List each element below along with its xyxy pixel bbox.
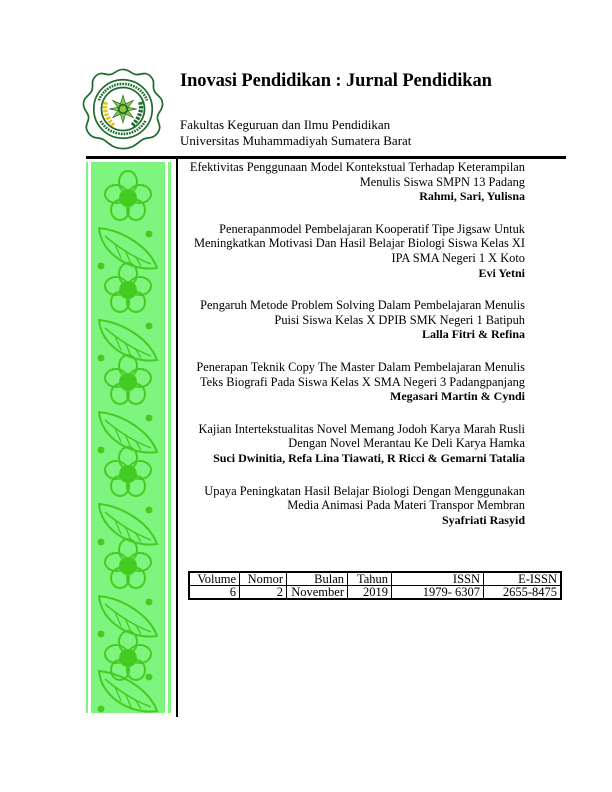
- article-entry[interactable]: [186, 222, 525, 280]
- value-nomor: 2: [240, 586, 287, 600]
- article-title-line: Kajian Intertekstualitas Novel Memang Jodoh Karya Marah Rusli: [198, 421, 525, 436]
- value-tahun: 2019: [348, 586, 392, 600]
- article-entry[interactable]: [186, 160, 525, 204]
- table-of-contents: [186, 160, 525, 545]
- article-authors: Syafriati Rasyid: [441, 512, 525, 527]
- university-name: Universitas Muhammadiyah Sumatera Barat: [180, 133, 412, 148]
- article-title-line: Pengaruh Metode Problem Solving Dalam Pembelajaran Menulis: [200, 298, 525, 313]
- table-header-row: [189, 572, 561, 586]
- article-title[interactable]: [186, 360, 525, 389]
- article-title[interactable]: [186, 422, 525, 451]
- decor-stripe-right: [168, 162, 171, 713]
- header-issn: ISSN: [392, 572, 484, 586]
- article-title[interactable]: [186, 222, 525, 266]
- article-title-line: Dengan Novel Merantau Ke Deli Karya Hamka: [288, 436, 525, 451]
- article-title-line: IPA SMA Negeri 1 X Koto: [391, 250, 525, 265]
- university-seal-icon: [80, 66, 166, 152]
- article-title-line: Upaya Peningkatan Hasil Belajar Biologi Dengan Menggunakan: [204, 483, 525, 498]
- table-row: [189, 586, 561, 600]
- value-issn: 1979- 6307: [392, 586, 484, 600]
- article-title[interactable]: [186, 484, 525, 513]
- decor-stripe-left: [86, 162, 88, 713]
- header-bulan: Bulan: [287, 572, 348, 586]
- article-title-line: Media Animasi Pada Materi Transpor Membran: [287, 498, 525, 513]
- university-logo: [80, 66, 166, 152]
- article-title-line: Meningkatkan Motivasi Dan Hasil Belajar Biologi Siswa Kelas XI: [193, 236, 525, 251]
- article-entry[interactable]: [186, 422, 525, 466]
- article-entry[interactable]: [186, 360, 525, 404]
- value-volume: 6: [189, 586, 240, 600]
- article-title-line: Menulis Siswa SMPN 13 Padang: [359, 174, 525, 189]
- article-title[interactable]: [186, 160, 525, 189]
- article-title-line: Penerapanmodel Pembelajaran Kooperatif Tipe Jigsaw Untuk: [219, 221, 525, 236]
- article-title-line: Teks Biografi Pada Siswa Kelas X SMA Negeri 3 Padangpanjang: [199, 374, 525, 389]
- header-divider: [86, 156, 566, 159]
- journal-title: Inovasi Pendidikan : Jurnal Pendidikan: [180, 71, 492, 91]
- header-tahun: Tahun: [348, 572, 392, 586]
- value-eissn: 2655-8475: [484, 586, 562, 600]
- header-nomor: Nomor: [240, 572, 287, 586]
- article-title[interactable]: [186, 298, 525, 327]
- article-title-line: Penerapan Teknik Copy The Master Dalam Pembelajaran Menulis: [196, 359, 525, 374]
- article-title-line: Puisi Siswa Kelas X DPIB SMK Negeri 1 Batipuh: [274, 312, 525, 327]
- floral-decor-panel: [91, 162, 165, 713]
- header-volume: Volume: [189, 572, 240, 586]
- floral-pattern-icon: [91, 162, 165, 713]
- article-authors: Rahmi, Sari, Yulisna: [419, 189, 525, 204]
- article-title-line: Efektivitas Penggunaan Model Kontekstual Terhadap Keterampilan: [189, 160, 525, 174]
- publication-info-table: [188, 571, 562, 600]
- value-bulan: November: [287, 586, 348, 600]
- article-entry[interactable]: [186, 298, 525, 342]
- institution-block: [180, 117, 411, 149]
- article-authors: Evi Yetni: [478, 265, 525, 280]
- article-authors: Lalla Fitri & Refina: [422, 327, 525, 342]
- faculty-name: Fakultas Keguruan dan Ilmu Pendidikan: [180, 117, 391, 132]
- vertical-divider: [176, 156, 178, 717]
- header-eissn: E-ISSN: [484, 572, 562, 586]
- article-authors: Megasari Martin & Cyndi: [390, 389, 525, 404]
- article-authors: Suci Dwinitia, Refa Lina Tiawati, R Ricci & Gemarni Tatalia: [213, 450, 525, 465]
- article-entry[interactable]: [186, 484, 525, 528]
